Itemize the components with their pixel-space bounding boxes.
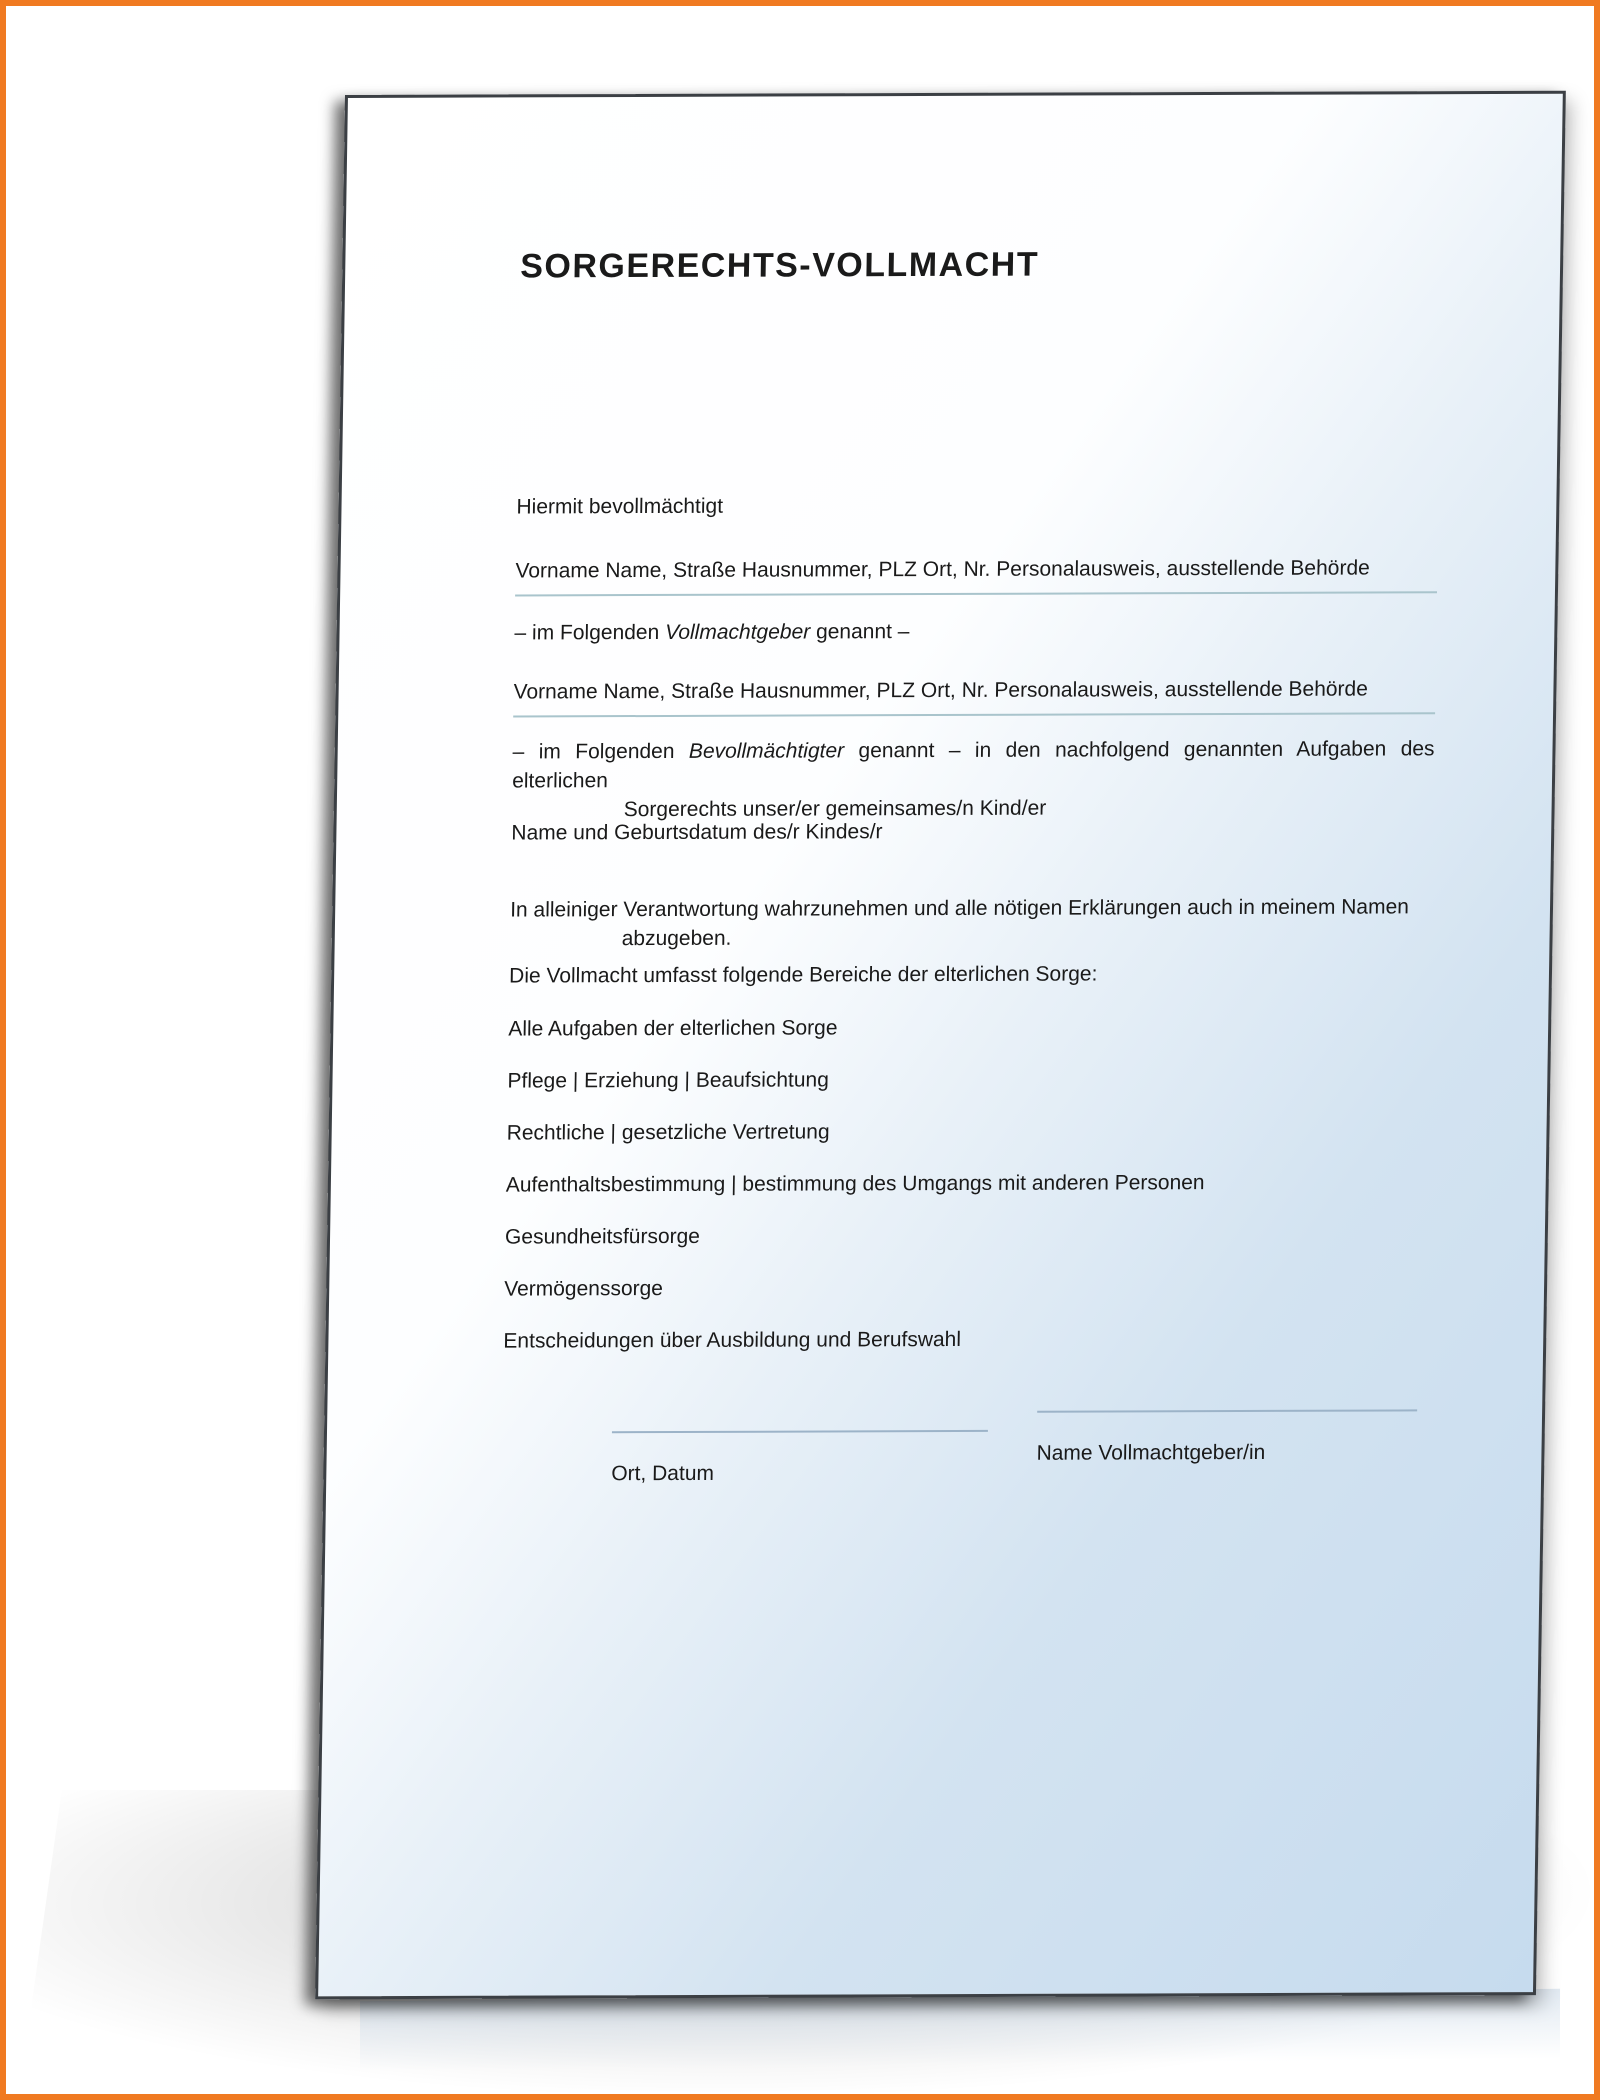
intro-text: Hiermit bevollmächtigt: [516, 494, 724, 519]
agent-continuation: Sorgerechts unser/er gemeinsames/n Kind/er: [623, 796, 1047, 822]
agent-term: Bevollmächtigter: [688, 739, 845, 763]
party-field-1-label: Vorname Name, Straße Hausnummer, PLZ Ort, Nr. Personalausweis, ausstellende Behörde: [515, 556, 1370, 583]
scope-item: Gesundheitsfürsorge: [504, 1224, 701, 1249]
scope-item: Pflege | Erziehung | Beaufsichtung: [507, 1068, 830, 1093]
signature-name-label: Name Vollmachtgeber/in: [1036, 1440, 1266, 1465]
signature-place-date-label: Ort, Datum: [611, 1461, 715, 1486]
document-content: [503, 94, 1448, 1486]
responsibility-line-1: In alleiniger Verantwortung wahrzunehmen und alle nötigen Erklärungen auch in meinem Namen: [509, 895, 1410, 922]
grantor-pre: – im Folgenden: [514, 620, 666, 645]
scope-item: Vermögenssorge: [504, 1277, 664, 1301]
scope-item: Entscheidungen über Ausbildung und Berufswahl: [503, 1328, 962, 1353]
scope-item: Alle Aufgaben der elterlichen Sorge: [508, 1016, 838, 1041]
agent-note: [512, 734, 1435, 824]
page-reflection: [360, 1989, 1560, 2072]
document-page: [315, 91, 1566, 2000]
scope-item: Aufenthaltsbestimmung | bestimmung des Umgangs mit anderen Personen: [505, 1171, 1205, 1197]
document-title: SORGERECHTS-VOLLMACHT: [519, 245, 1040, 286]
scope-intro: Die Vollmacht umfasst folgende Bereiche der elterlichen Sorge:: [508, 962, 1098, 988]
scope-item: Rechtliche | gesetzliche Vertretung: [506, 1120, 830, 1145]
grantor-note: [514, 620, 909, 645]
grantor-term: Vollmachtgeber: [664, 620, 811, 644]
signature-rule-place-date: [612, 1430, 988, 1433]
grantor-post: genannt –: [810, 620, 910, 644]
agent-pre: – im Folgenden: [512, 739, 690, 764]
child-field-label: Name und Geburtsdatum des/r Kindes/r: [511, 820, 883, 845]
responsibility-text: [509, 892, 1432, 953]
signature-rule-name: [1037, 1409, 1417, 1412]
party-field-2-rule: [513, 712, 1435, 717]
party-field-2-label: Vorname Name, Straße Hausnummer, PLZ Ort, Nr. Personalausweis, ausstellende Behörde: [513, 677, 1369, 704]
party-field-1-rule: [515, 591, 1437, 596]
agent-post: genannt – in den nachfolgend genannten Aufgaben des elterlichen: [512, 737, 1435, 793]
responsibility-line-2: abzugeben.: [621, 926, 732, 951]
